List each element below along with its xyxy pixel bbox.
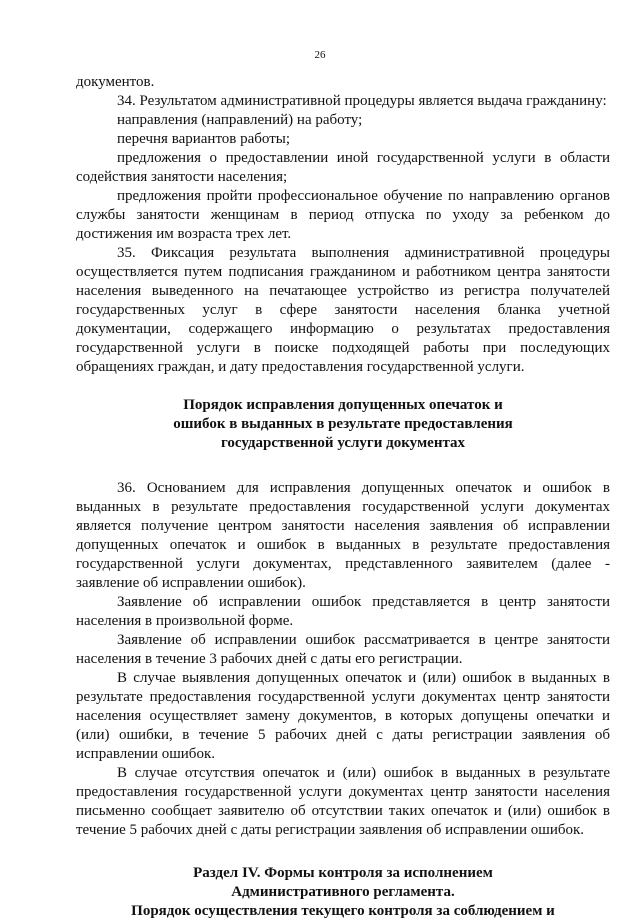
section-heading-corrections bbox=[76, 396, 610, 453]
spacer bbox=[76, 453, 610, 479]
list-item-referrals: направления (направлений) на работу; bbox=[117, 112, 363, 128]
paragraph-36: 36. Основанием для исправления допущенных опечаток и ошибок в выданных в результате предоставления государственной услуги документах является получение центром занятости населения заявления об исправлении допущенных опечаток и ошибок в выданных в результате предоставления государственной услуги документах, представленного заявителем (далее - заявление об исправлении ошибок). bbox=[76, 480, 610, 591]
list-item-other-service: предложения о предоставлении иной государственной услуги в области содействия занятости населения; bbox=[76, 150, 610, 185]
heading-line: государственной услуги документах bbox=[220, 435, 466, 451]
paragraph-35: 35. Фиксация результата выполнения административной процедуры осуществляется путем подписания гражданином и работником центра занятости населения выведенного на печатающее устройство из регистра получателей государственных услуг в сфере занятости населения бланка учетной документации, содержащего информацию о результатах предоставления государственной услуги в поиске подходящей работы при последующих обращениях граждан, и дату предоставления государственной услуги. bbox=[76, 245, 610, 375]
heading-line: Порядок исправления допущенных опечаток и bbox=[183, 397, 503, 413]
paragraph-replacement: В случае выявления допущенных опечаток и (или) ошибок в выданных в результате предоставления государственной услуги документах центр занятости населения осуществляет замену документов, в которых допущены опечатки и (или) ошибки, в течение 5 рабочих дней с даты регистрации заявления об исправлении ошибок. bbox=[76, 670, 610, 762]
heading-line: Административного регламента. bbox=[231, 884, 455, 900]
heading-line: ошибок в выданных в результате предоставления bbox=[173, 416, 513, 432]
paragraph-continuation: документов. bbox=[76, 74, 155, 90]
document-body bbox=[76, 73, 610, 921]
paragraph-application-form: Заявление об исправлении ошибок представляется в центр занятости населения в произвольной форме. bbox=[76, 594, 610, 629]
list-item-job-options: перечня вариантов работы; bbox=[117, 131, 291, 147]
paragraph-no-errors: В случае отсутствия опечаток и (или) ошибок в выданных в результате предоставления государственной услуги документах центр занятости населения письменно сообщает заявителю об отсутствии таких опечаток и (или) ошибок в течение 5 рабочих дней с даты регистрации заявления об исправлении ошибок. bbox=[76, 765, 610, 838]
spacer bbox=[76, 840, 610, 864]
section-heading-control bbox=[76, 864, 610, 921]
list-item-training: предложения пройти профессиональное обучение по направлению органов службы занятости женщинам в период отпуска по уходу за ребенком до достижения им возраста трех лет. bbox=[76, 188, 610, 242]
paragraph-review-period: Заявление об исправлении ошибок рассматривается в центре занятости населения в течение 3 рабочих дней с даты его регистрации. bbox=[76, 632, 610, 667]
heading-line: Порядок осуществления текущего контроля за соблюдением и bbox=[131, 903, 555, 919]
page-number: 26 bbox=[314, 49, 326, 61]
heading-line: Раздел IV. Формы контроля за исполнением bbox=[193, 865, 493, 881]
paragraph-34: 34. Результатом административной процедуры является выдача гражданину: bbox=[117, 93, 607, 109]
spacer bbox=[76, 377, 610, 396]
